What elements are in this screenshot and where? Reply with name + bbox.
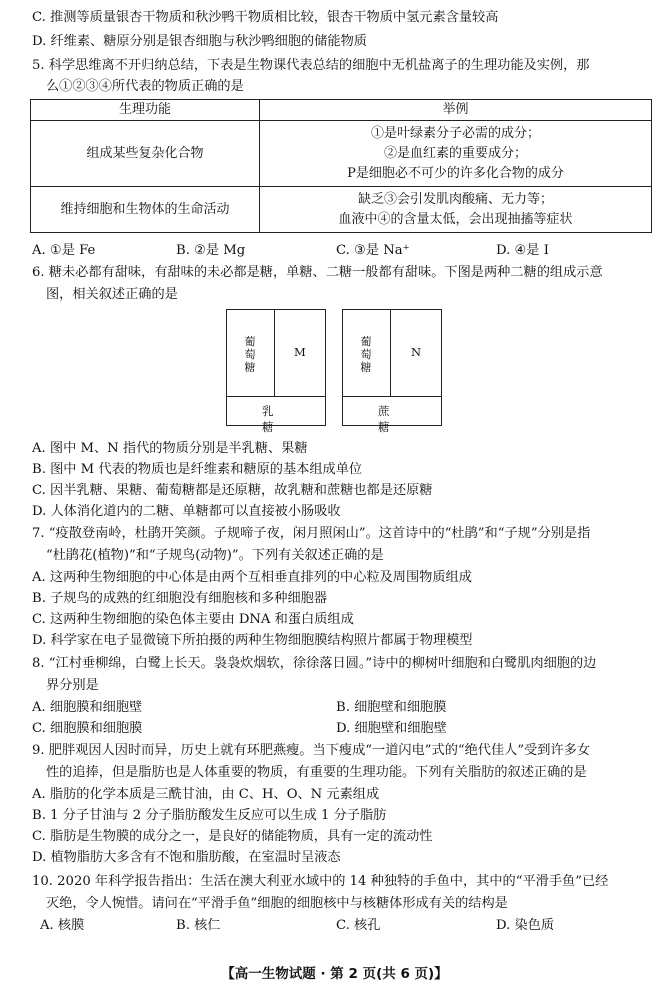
q7-option-a: A. 这两种生物细胞的中心体是由两个互相垂直排列的中心粒及周围物质组成: [32, 570, 472, 585]
table-row1-example-1: ①是叶绿素分子必需的成分；: [370, 125, 540, 141]
q8-option-d: D. 细胞壁和细胞壁: [336, 721, 447, 736]
q6-option-d: D. 人体消化道内的二糖、单糖都可以直接被小肠吸收: [32, 504, 341, 519]
q8-stem-line2: 界分别是: [46, 678, 99, 693]
q5-option-b: B. ②是 Mg: [176, 243, 246, 258]
q5-option-a: A. ①是 Fe: [32, 243, 96, 258]
table-row1-examples: [260, 121, 652, 187]
q10-stem-line1: 10. 2020 年科学报告指出：生活在澳大利亚水域中的 14 种独特的手鱼中，其中的“平滑手鱼”已经: [32, 874, 609, 889]
table-row2-function: 维持细胞和生物体的生命活动: [31, 187, 260, 233]
sucrose-n-label: N: [411, 345, 422, 359]
q6-option-c: C. 因半乳糖、果糖、葡萄糖都是还原糖，故乳糖和蔗糖也都是还原糖: [32, 483, 433, 498]
table-header-example: 举例: [260, 100, 652, 121]
q7-stem-line1: 7. “疫散登南岭，杜鹃开笑颜。子规啼子夜，闲月照闲山”。这首诗中的“杜鹃”和“子规”分别是指: [32, 526, 591, 541]
q10-option-c: C. 核孔: [336, 918, 381, 933]
q9-stem-line2: 性的追捧，但是脂肪也是人体重要的物质，有重要的生理功能。下列有关脂肪的叙述正确的是: [46, 765, 587, 780]
q9-option-c: C. 脂肪是生物膜的成分之一，是良好的储能物质，具有一定的流动性: [32, 829, 433, 844]
table-row2-example-2: 血液中④的含量太低，会出现抽搐等症状: [338, 211, 573, 227]
q5-table: [30, 99, 652, 233]
q8-stem-line1: 8. “江村垂柳绵，白鹭上长天。袅袅炊烟软，徐徐落日圆。”诗中的柳树叶细胞和白鹭肌肉细胞的边: [32, 656, 597, 671]
q7-stem-line2: “杜鹃花(植物)”和“子规鸟(动物)”。下列有关叙述正确的是: [46, 548, 384, 563]
q10-option-d: D. 染色质: [496, 918, 555, 933]
table-row1-example-3: P是细胞必不可少的许多化合物的成分: [347, 165, 564, 181]
q7-option-c: C. 这两种生物细胞的染色体主要由 DNA 和蛋白质组成: [32, 612, 354, 627]
q7-option-b: B. 子规鸟的成熟的红细胞没有细胞核和多种细胞器: [32, 591, 328, 606]
q5-option-c: C. ③是 Na⁺: [336, 243, 410, 258]
table-row1-example-2: ②是血红素的重要成分；: [383, 145, 527, 161]
table-row2-examples: [260, 187, 652, 233]
page-footer: 【高一生物试题 · 第 2 页(共 6 页)】: [221, 966, 448, 982]
lactose-name-label: 乳糖: [262, 404, 274, 434]
q10-option-b: B. 核仁: [176, 918, 221, 933]
q4-option-c: C. 推测等质量银杏干物质和秋沙鸭干物质相比较，银杏干物质中氢元素含量较高: [32, 10, 499, 25]
q9-option-a: A. 脂肪的化学本质是三酰甘油，由 C、H、O、N 元素组成: [32, 787, 380, 802]
q8-option-b: B. 细胞壁和细胞膜: [336, 700, 447, 715]
q4-option-d: D. 纤维素、糖原分别是银杏细胞与秋沙鸭细胞的储能物质: [32, 34, 367, 49]
q10-stem-line2: 灭绝，令人惋惜。请问在“平滑手鱼”细胞的细胞核中与核糖体形成有关的结构是: [46, 896, 508, 911]
q5-stem-line1: 5. 科学思维离不开归纳总结，下表是生物课代表总结的细胞中无机盐离子的生理功能及实例，那: [32, 58, 590, 73]
q5-stem-line2: 么①②③④所代表的物质正确的是: [46, 79, 244, 94]
lactose-glucose-label: 葡萄糖: [244, 335, 256, 374]
q6-stem-line1: 6. 糖未必都有甜味，有甜味的未必都是糖，单糖、二糖一般都有甜味。下图是两种二糖的组成示意: [32, 265, 603, 280]
table-row1-function: 组成某些复杂化合物: [31, 121, 260, 187]
table-row2-example-1: 缺乏③会引发肌肉酸痛、无力等；: [357, 191, 553, 207]
q9-option-d: D. 植物脂肪大多含有不饱和脂肪酸，在室温时呈液态: [32, 850, 341, 865]
lactose-m-label: M: [294, 345, 306, 359]
q10-option-a: A. 核膜: [40, 918, 85, 933]
q6-option-b: B. 图中 M 代表的物质也是纤维素和糖原的基本组成单位: [32, 462, 363, 477]
q5-option-d: D. ④是 I: [496, 243, 549, 258]
q8-option-c: C. 细胞膜和细胞膜: [32, 721, 143, 736]
q7-option-d: D. 科学家在电子显微镜下所拍摄的两种生物细胞膜结构照片都属于物理模型: [32, 633, 473, 648]
q9-stem-line1: 9. 肥胖观因人因时而异，历史上就有环肥燕瘦。当下瘦成“一道闪电”式的“绝代佳人”受到许多女: [32, 743, 591, 758]
sucrose-name-label: 蔗糖: [378, 404, 390, 434]
sucrose-glucose-label: 葡萄糖: [360, 335, 372, 374]
q8-option-a: A. 细胞膜和细胞壁: [32, 700, 143, 715]
table-header-function: 生理功能: [31, 100, 260, 121]
q9-option-b: B. 1 分子甘油与 2 分子脂肪酸发生反应可以生成 1 分子脂肪: [32, 808, 387, 823]
q6-stem-line2: 图，相关叙述正确的是: [46, 287, 178, 302]
q6-option-a: A. 图中 M、N 指代的物质分别是半乳糖、果糖: [32, 441, 308, 456]
